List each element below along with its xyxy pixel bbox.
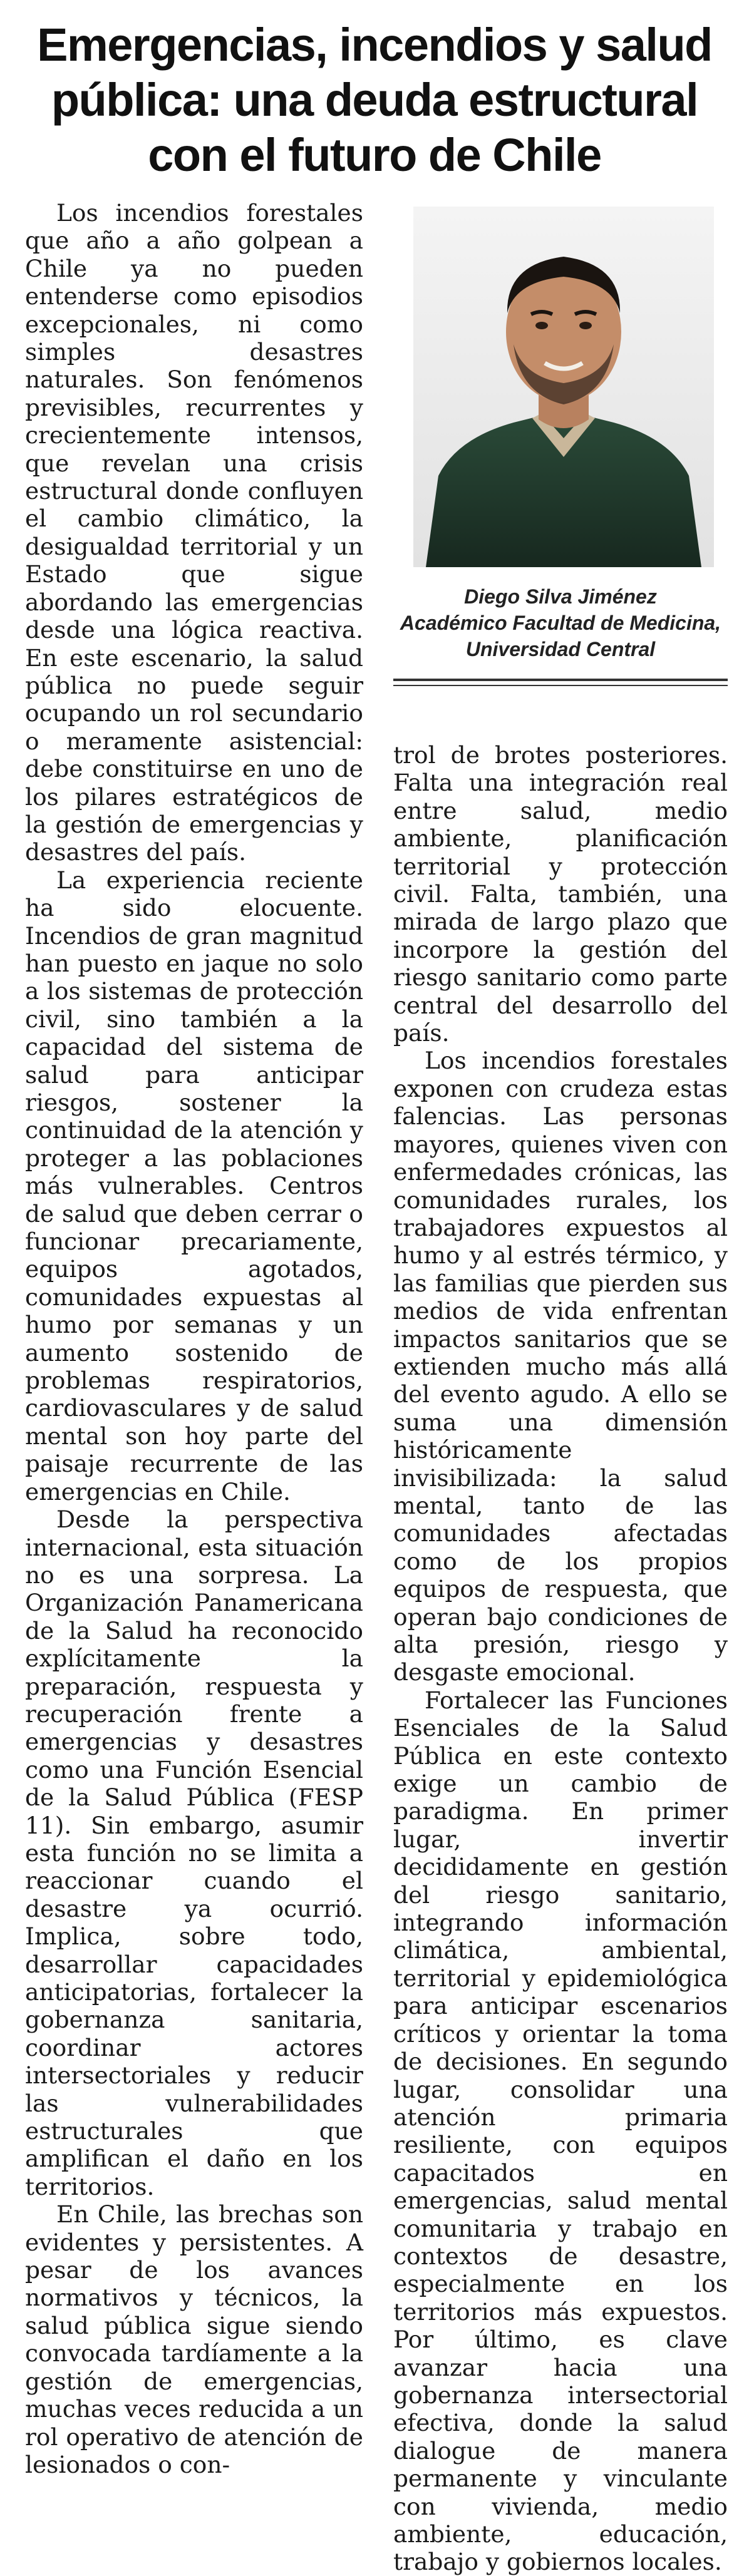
- author-caption: [393, 583, 728, 662]
- article-paragraph: La experiencia reciente ha sido elocuente. Incendios de gran magnitud han puesto en jaque no solo a los sistemas de protección civil, sino también a la capacidad del sistema de salud para anticipar riesgos, sostener la continuidad de la atención y proteger a las poblaciones más vulnerables. Centros de salud que deben cerrar o funcionar precariamente, equipos agotados, comunidades expuestas al humo por semanas y un aumento sostenido de problemas respiratorios, cardiovasculares y de salud mental son hoy parte del paisaje recurrente de las emergencias en Chile.: [25, 866, 363, 1506]
- author-role: Académico Facultad de Medicina,: [400, 612, 721, 634]
- article-paragraph: Los incendios forestales exponen con crudeza estas falencias. Las personas mayores, quienes viven con enfermedades crónicas, las comunidades rurales, los trabajadores expuestos al humo y al estrés térmico, y las familias que pierden sus medios de vida enfrentan impactos sanitarios que se extienden mucho más allá del evento agudo. A ello se suma una dimensión históricamente invisibilizada: la salud mental, tanto de las comunidades afectadas como de los propios equipos de respuesta, que operan bajo condiciones de alta presión, riesgo y desgaste emocional.: [393, 1047, 728, 1686]
- article-column-left: [25, 199, 363, 2478]
- author-photo: [413, 207, 714, 567]
- article-paragraph: En Chile, las brechas son evidentes y persistentes. A pesar de los avances normativos y técnicos, la salud pública sigue siendo convocada tardíamente a la gestión de emergencias, muchas veces reducida a un rol operativo de atención de lesionados o con-: [25, 2200, 363, 2478]
- article-paragraph: Los incendios forestales que año a año golpean a Chile ya no pueden entenderse como episodios excepcionales, ni como simples desastres naturales. Son fenómenos previsibles, recurrentes y crecientemente intensos, que revelan una crisis estructural donde confluyen el cambio climático, la desigualdad territorial y un Estado que sigue abordando las emergencias desde una lógica reactiva. En este escenario, la salud pública no puede seguir ocupando un rol secundario o meramente asistencial: debe constituirse en uno de los pilares estratégicos de la gestión de emergencias y desastres del país.: [25, 199, 363, 866]
- author-institution: Universidad Central: [465, 638, 656, 660]
- article-column-right: [393, 741, 728, 2576]
- author-name: Diego Silva Jiménez: [464, 585, 657, 608]
- caption-divider-thin: [393, 685, 728, 686]
- article-paragraph: Fortalecer las Funciones Esenciales de la Salud Pública en este contexto exige un cambio de paradigma. En primer lugar, invertir decididamente en gestión del riesgo sanitario, integrando información climática, ambiental, territorial y epidemiológica para anticipar escenarios críticos y orientar la toma de decisiones. En segundo lugar, consolidar una atención primaria resiliente, con equipos capacitados en emergencias, salud mental comunitaria y trabajo en contextos de desastre, especialmente en los territorios más expuestos. Por último, es clave avanzar hacia una gobernanza intersectorial efectiva, donde la salud dialogue de manera permanente y vinculante con vivienda, medio ambiente, educación, trabajo y gobiernos locales.: [393, 1686, 728, 2576]
- article-paragraph: Desde la perspectiva internacional, esta situación no es una sorpresa. La Organización Panamericana de la Salud ha reconocido explícitamente la preparación, respuesta y recuperación frente a emergencias y desastres como una Función Esencial de la Salud Pública (FESP 11). Sin embargo, asumir esta función no se limita a reaccionar cuando el desastre ya ocurrió. Implica, sobre todo, desarrollar capacidades anticipatorias, fortalecer la gobernanza sanitaria, coordinar actores intersectoriales y reducir las vulnerabilidades estructurales que amplifican el daño en los territorios.: [25, 1506, 363, 2200]
- article-headline: Emergencias, incendios y salud pública: una deuda estructural con el futuro de Chile: [37, 19, 712, 181]
- article-paragraph: trol de brotes posteriores. Falta una integración real entre salud, medio ambiente, planificación territorial y protección civil. Falta, también, una mirada de largo plazo que incorpore la gestión del riesgo sanitario como parte central del desarrollo del país.: [393, 741, 728, 1047]
- portrait-photo-icon: [413, 207, 714, 567]
- caption-divider: [393, 679, 728, 681]
